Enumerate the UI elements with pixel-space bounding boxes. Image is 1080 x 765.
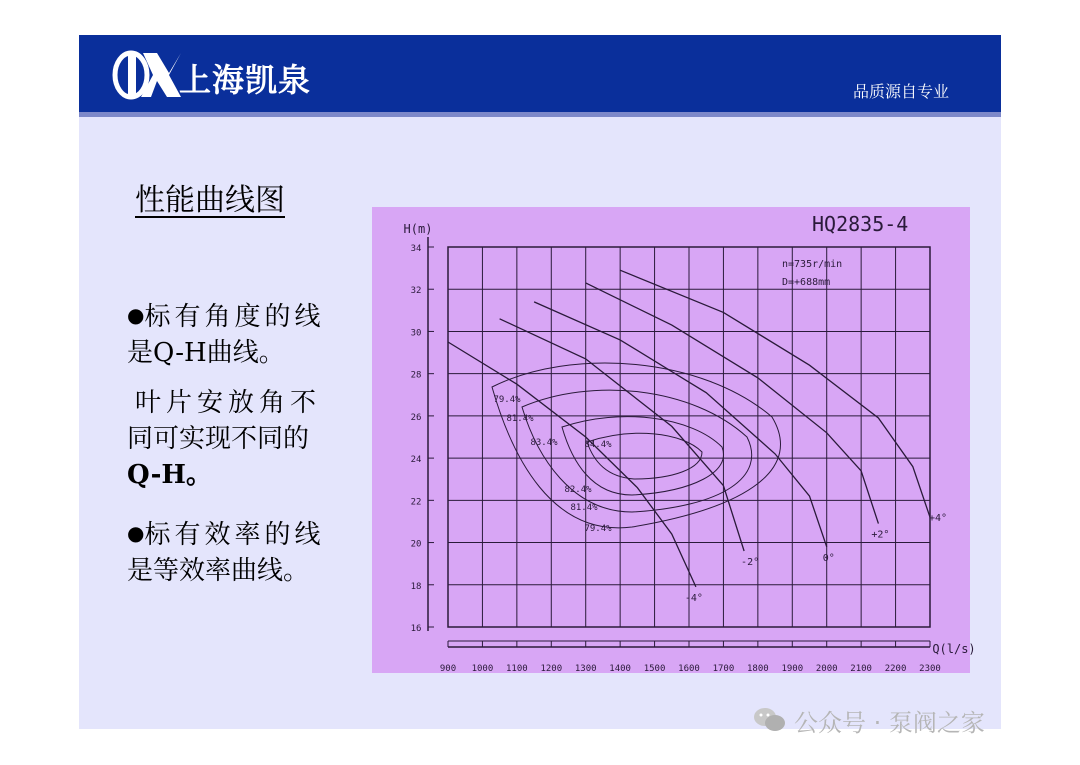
slogan: 品质源自专业: [852, 82, 949, 101]
qh-curve: [620, 270, 930, 517]
bullet-efficiency-lines: [127, 515, 357, 589]
bullet1-line1: 标有角度的线: [144, 302, 325, 332]
y-tick-label: 34: [410, 244, 422, 254]
x-tick-label: 2300: [919, 664, 941, 674]
x-tick-label: 1900: [781, 664, 804, 674]
y-axis-label: H(m): [403, 222, 433, 236]
para2-line2: 同可实现不同的: [127, 424, 310, 454]
x-tick-label: 2200: [884, 664, 907, 674]
para2-line1: 叶片安放角不: [135, 388, 322, 418]
slide: [79, 35, 1001, 729]
y-tick-label: 26: [410, 412, 422, 423]
bullet1-line2: 是Q-H曲线。: [127, 338, 285, 368]
header-divider: [79, 112, 1001, 117]
x-tick-label: 900: [439, 664, 457, 674]
x-axis-label: Q(l/s): [932, 642, 976, 656]
efficiency-label: 79.4%: [584, 524, 612, 534]
bullet2-line2: 是等效率曲线。: [127, 556, 310, 586]
efficiency-label: 79.4%: [493, 395, 521, 405]
x-tick-label: 1700: [712, 664, 735, 674]
x-tick-label: 2000: [815, 664, 838, 674]
chart-speed-label: n=735r/min: [782, 259, 843, 270]
angle-label: +4°: [928, 513, 948, 525]
y-tick-label: 28: [410, 370, 422, 381]
efficiency-label: 81.4%: [570, 503, 598, 513]
efficiency-label: 82.4%: [564, 485, 592, 495]
efficiency-contour: [562, 417, 724, 495]
angle-label: 0°: [822, 552, 835, 564]
x-tick-label: 1200: [540, 664, 563, 674]
x-tick-label: 1400: [609, 664, 631, 674]
qh-curve: [500, 319, 744, 551]
y-tick-label: 30: [410, 328, 422, 339]
y-tick-label: 32: [410, 286, 422, 297]
angle-label: -2°: [741, 557, 760, 568]
page-title: 性能曲线图: [135, 183, 285, 218]
bullet-icon: ●: [127, 303, 145, 327]
efficiency-contour: [522, 390, 752, 512]
x-tick-label: 1800: [747, 664, 769, 674]
x-tick-label: 1600: [678, 664, 700, 674]
watermark: 公众号 · 泵阀之家: [794, 709, 985, 737]
kaiquan-logo-icon: [107, 45, 181, 103]
brand-name: 上海凯泉: [179, 61, 312, 99]
x-tick-label: 1100: [506, 664, 528, 674]
bullet-qh-lines: [127, 297, 357, 371]
x-tick-label: 1300: [574, 664, 597, 674]
performance-chart: [372, 207, 976, 674]
header-bar: [79, 35, 1001, 112]
chart-diameter-label: D=+688mm: [782, 277, 831, 288]
qh-curve: [586, 283, 879, 524]
x-tick-label: 1000: [471, 664, 494, 674]
x-tick-label: 1500: [643, 664, 666, 674]
chart-model-title: HQ2835-4: [812, 212, 909, 236]
efficiency-label: 84.4%: [584, 440, 612, 450]
bullet2-line1: 标有效率的线: [144, 520, 325, 550]
x-tick-label: 2100: [850, 664, 872, 674]
angle-label: +2°: [871, 529, 890, 541]
y-tick-label: 24: [410, 455, 422, 466]
chart-svg: [372, 207, 976, 674]
para2-line3: Q-H。: [127, 460, 212, 490]
efficiency-label: 81.4%: [506, 414, 534, 424]
angle-label: -4°: [684, 592, 703, 604]
y-tick-label: 22: [410, 497, 422, 508]
qh-curve: [448, 342, 696, 587]
y-tick-label: 20: [410, 539, 422, 550]
y-tick-label: 16: [410, 624, 422, 634]
y-tick-label: 18: [410, 581, 422, 592]
wechat-icon: [752, 705, 786, 733]
paragraph-blade-angle: [127, 385, 357, 493]
efficiency-label: 83.4%: [530, 438, 558, 448]
bullet-icon: ●: [127, 521, 145, 545]
